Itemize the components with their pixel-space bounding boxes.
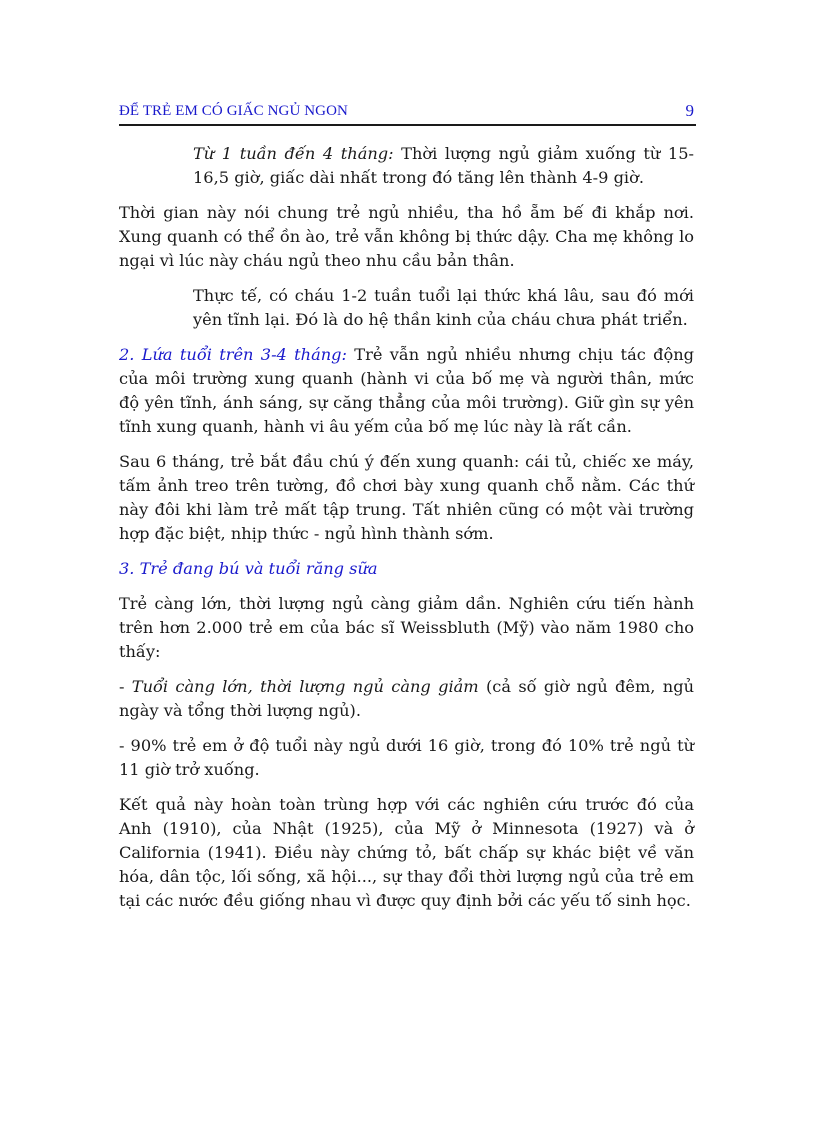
paragraph-bullet-2: - 90% trẻ em ở độ tuổi này ngủ dưới 16 giờ, trong đó 10% trẻ ngủ từ 11 giờ trở xuống. [119,736,694,779]
paragraph-after-6-months: Sau 6 tháng, trẻ bắt đầu chú ý đến xung quanh: cái tủ, chiếc xe máy, tấm ảnh treo trên tường, đồ chơi bày xung quanh chỗ nằm. Các thứ này đôi khi làm trẻ mất tập trung. Tất nhiên cũng có một vài trường hợp đặc biệt, nhịp thức - ngủ hình thành sớm. [119,452,694,543]
paragraph-text: (cả số giờ ngủ đêm, ngủ ngày và tổng thời lượng ngủ). [119,677,694,720]
paragraph-conclusion: Kết quả này hoàn toàn trùng hợp với các nghiên cứu trước đó của Anh (1910), của Nhật (1925), của Mỹ ở Minnesota (1927) và ở California (1941). Điều này chứng tỏ, bất chấp sự khác biệt về văn hóa, dân tộc, lối sống, xã hội..., sự thay đổi thời lượng ngủ của trẻ em tại các nước đều giống nhau vì được quy định bởi các yếu tố sinh học. [119,795,694,910]
paragraph-bullet-1 [119,675,694,723]
page-body [119,142,694,924]
paragraph-wakeful-note: Thực tế, có cháu 1-2 tuần tuổi lại thức khá lâu, sau đó mới yên tĩnh lại. Đó là do hệ thần kinh của cháu chưa phát triển. [193,286,694,329]
bullet-prefix: - [119,677,132,696]
paragraph-text: Thời lượng ngủ giảm xuống từ 15-16,5 giờ, giấc dài nhất trong đó tăng lên thành 4-9 giờ. [193,144,694,187]
paragraph-sleep-general: Thời gian này nói chung trẻ ngủ nhiều, tha hồ ẵm bế đi khắp nơi. Xung quanh có thể ồn ào, trẻ vẫn không bị thức dậy. Cha mẹ không lo ngại vì lúc này cháu ngủ theo nhu cầu bản thân. [119,203,694,270]
running-header [119,100,696,126]
paragraph-lead: Từ 1 tuần đến 4 tháng: [193,144,394,163]
page-number: 9 [685,101,694,120]
paragraph-lead: Tuổi càng lớn, thời lượng ngủ càng giảm [131,677,479,696]
paragraph-study-intro: Trẻ càng lớn, thời lượng ngủ càng giảm dần. Nghiên cứu tiến hành trên hơn 2.000 trẻ em của bác sĩ Weissbluth (Mỹ) vào năm 1980 cho thấy: [119,594,694,661]
paragraph-text: Trẻ vẫn ngủ nhiều nhưng chịu tác động của môi trường xung quanh (hành vi của bố mẹ và người thân, mức độ yên tĩnh, ánh sáng, sự căng thẳng của môi trường). Giữ gìn sự yên tĩnh xung quanh, hành vi âu yếm của bố mẹ lúc này là rất cần. [119,345,694,436]
paragraph-1-to-4-weeks [193,142,694,190]
paragraph-3-4-months [119,343,694,439]
section-heading-3 [119,557,694,581]
section-heading-2: 2. Lứa tuổi trên 3-4 tháng: [119,345,347,364]
section-heading-3-text: 3. Trẻ đang bú và tuổi răng sữa [119,559,378,578]
running-header-title: ĐỂ TRẺ EM CÓ GIẤC NGỦ NGON [119,103,348,119]
